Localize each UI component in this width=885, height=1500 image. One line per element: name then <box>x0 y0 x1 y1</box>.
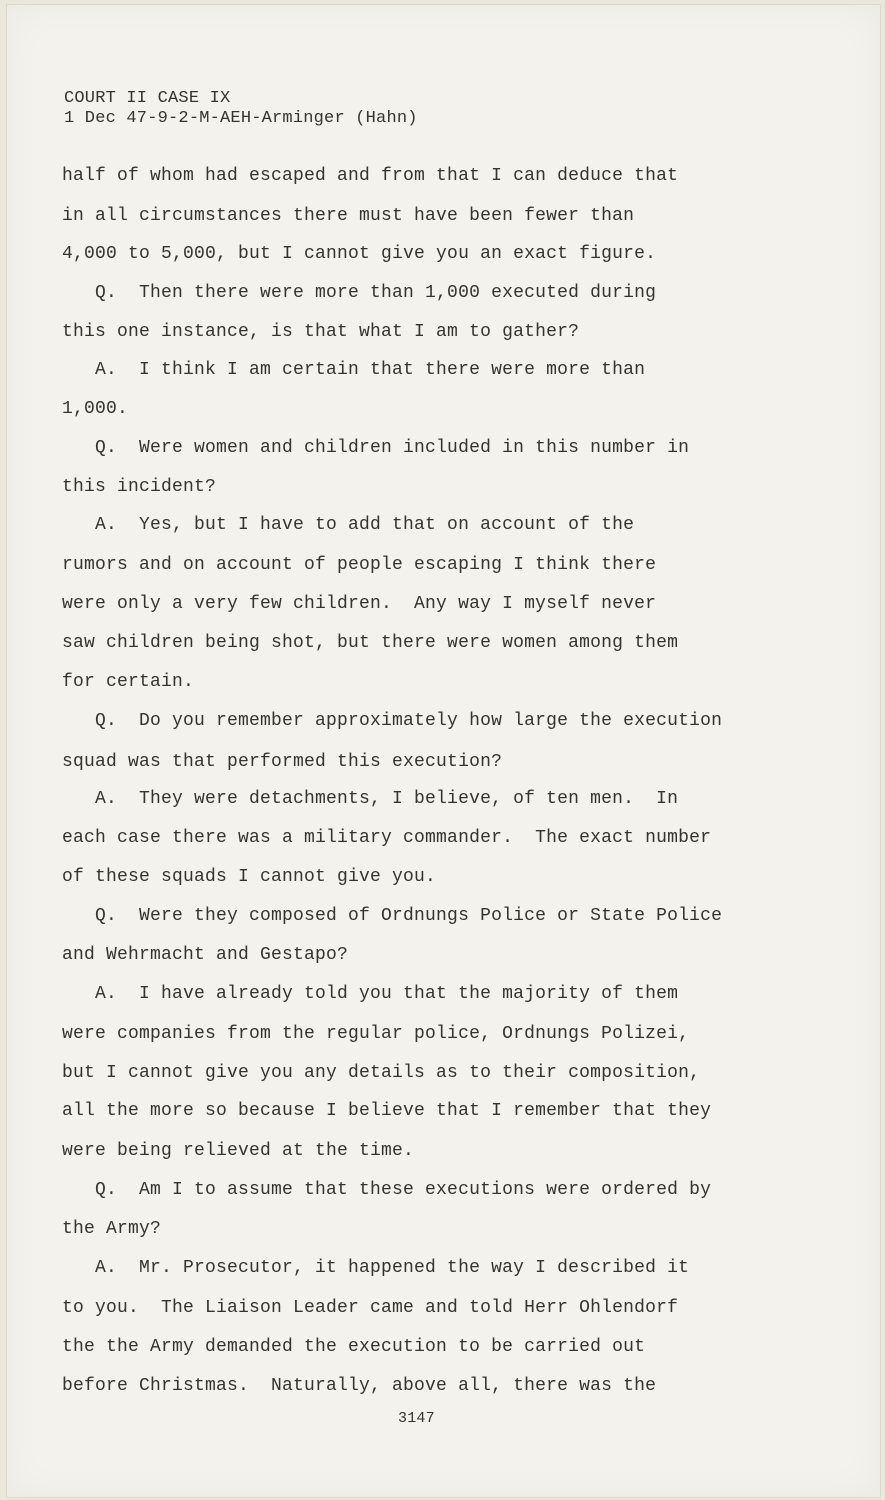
page-number: 3147 <box>398 1410 435 1427</box>
transcript-line: A. Mr. Prosecutor, it happened the way I described it <box>62 1258 690 1278</box>
transcript-line: squad was that performed this execution? <box>62 752 503 772</box>
transcript-line: Q. Then there were more than 1,000 executed during <box>62 283 657 303</box>
transcript-line: for certain. <box>62 672 195 692</box>
transcript-line: Q. Were they composed of Ordnungs Police or State Police <box>62 906 723 926</box>
transcript-line: A. I have already told you that the majority of them <box>62 984 679 1004</box>
transcript-line: half of whom had escaped and from that I can deduce that <box>62 166 679 186</box>
transcript-line: and Wehrmacht and Gestapo? <box>62 945 349 965</box>
transcript-line: A. They were detachments, I believe, of ten men. In <box>62 789 679 809</box>
transcript-line: all the more so because I believe that I remember that they <box>62 1101 712 1121</box>
transcript-line: were companies from the regular police, Ordnungs Polizei, <box>62 1024 690 1044</box>
case-header: COURT II CASE IX <box>64 89 231 108</box>
transcript-line: before Christmas. Naturally, above all, there was the <box>62 1376 657 1396</box>
transcript-line: Q. Were women and children included in this number in <box>62 438 690 458</box>
transcript-line: 1,000. <box>62 399 129 419</box>
transcript-line: were only a very few children. Any way I myself never <box>62 594 657 614</box>
transcript-line: the Army? <box>62 1219 162 1239</box>
transcript-line: rumors and on account of people escaping I think there <box>62 555 657 575</box>
session-reference: 1 Dec 47-9-2-M-AEH-Arminger (Hahn) <box>64 109 418 128</box>
transcript-line: the the Army demanded the execution to be carried out <box>62 1337 646 1357</box>
transcript-line: this one instance, is that what I am to gather? <box>62 322 580 342</box>
transcript-line: this incident? <box>62 477 217 497</box>
transcript-line: saw children being shot, but there were women among them <box>62 633 679 653</box>
transcript-line: Q. Do you remember approximately how large the execution <box>62 711 723 731</box>
transcript-line: each case there was a military commander. The exact number <box>62 828 712 848</box>
transcript-line: of these squads I cannot give you. <box>62 867 437 887</box>
transcript-line: A. Yes, but I have to add that on account of the <box>62 515 635 535</box>
transcript-line: to you. The Liaison Leader came and told Herr Ohlendorf <box>62 1298 679 1318</box>
transcript-line: 4,000 to 5,000, but I cannot give you an exact figure. <box>62 244 657 264</box>
transcript-line: A. I think I am certain that there were more than <box>62 360 646 380</box>
transcript-line: in all circumstances there must have been fewer than <box>62 206 635 226</box>
transcript-line: were being relieved at the time. <box>62 1141 415 1161</box>
transcript-line: Q. Am I to assume that these executions were ordered by <box>62 1180 712 1200</box>
transcript-line: but I cannot give you any details as to their composition, <box>62 1063 701 1083</box>
